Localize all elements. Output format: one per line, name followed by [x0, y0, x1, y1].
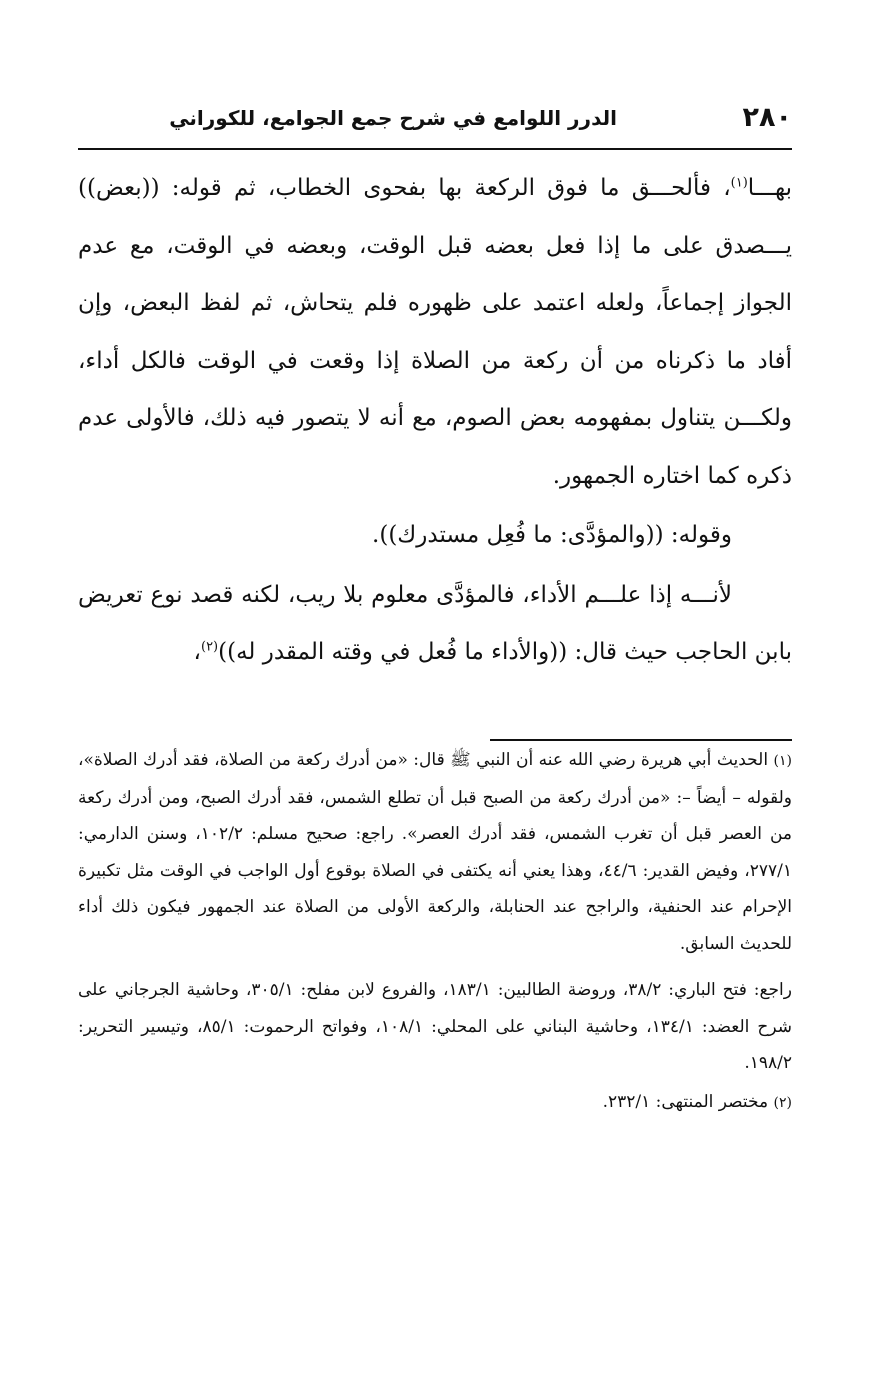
main-text — [78, 160, 792, 682]
footnote-ref-2: (٢) — [200, 639, 219, 655]
paragraph-1-body: ، فألحـــق ما فوق الركعة بها بفحوى الخطاب، ثم قوله: ((بعض)) يـــصدق على ما إذا فعل بعضه قبل الوقت، وبعضه في الوقت، مع عدم الجواز إجماعاً، ولعله اعتمد على ظهوره فلم يتحاش، ثم لفظ البعض، وإن أفاد ما ذكرناه من أن ركعة من الصلاة إذا وقعت في الوقت فالكل أداء، ولكـــن يتناول بمفهومه بعض الصوم، مع أنه لا يتصور فيه ذلك، فالأولى عدم ذكره كما اختاره الجمهور. — [78, 175, 792, 489]
footnote-1-marker: (١) — [773, 753, 792, 769]
page-number: ٢٨٠ — [742, 102, 792, 133]
footnote-1-text: الحديث أبي هريرة رضي الله عنه أن النبي ﷺ قال: «من أدرك ركعة من الصلاة، فقد أدرك الصلاة»، ولقوله – أيضاً –: «من أدرك ركعة من الصبح قبل أن تطلع الشمس، فقد أدرك الصبح، ومن أدرك ركعة من العصر قبل أن تغرب الشمس، فقد أدرك العصر». راجع: صحيح مسلم: ١٠٢/٢، وسنن الدارمي: ٢٧٧/١، وفيض القدير: ٤٤/٦، وهذا يعني أنه يكتفى في الصلاة بوقوع أول الواجب في الوقت مثل تكبيرة الإحرام عند الحنفية، والراجح عند الحنابلة، والركعة الأولى من الصلاة عند الجمهور فيكون ذلك أداء للحديث السابق. — [78, 750, 792, 954]
paragraph-1 — [78, 160, 792, 505]
footnote-1-references: راجع: فتح الباري: ٣٨/٢، وروضة الطالبين: ١٨٣/١، والفروع لابن مفلح: ٣٠٥/١، وحاشية الجرجاني على شرح العضد: ١٣٤/١، وحاشية البناني على المحلي: ١٠٨/١، وفواتح الرحموت: ٨٥/١، وتيسير التحرير: ١٩٨/٢. — [78, 980, 792, 1073]
paragraph-3 — [78, 567, 792, 682]
page-header — [78, 100, 792, 136]
paragraph-2: وقوله: ((والمؤدَّى: ما فُعِل مستدرك)). — [372, 522, 732, 548]
footnotes — [78, 742, 792, 1121]
footnote-2 — [78, 1084, 792, 1122]
footnote-2-marker: (٢) — [773, 1094, 792, 1111]
header-rule — [78, 148, 792, 150]
footnote-ref-1: (١) — [730, 175, 748, 191]
paragraph-3-end: ، — [193, 639, 201, 665]
running-title: الدرر اللوامع في شرح جمع الجوامع، للكوراني — [169, 106, 617, 130]
paragraph-3-body: لأنـــه إذا علـــم الأداء، فالمؤدَّى معلوم بلا ريب، لكنه قصد نوع تعريض بابن الحاجب حيث قال: ((والأداء ما فُعل في وقته المقدر له)) — [78, 581, 792, 665]
footnote-1 — [78, 742, 792, 962]
paragraph-1-start: بهـــا — [747, 175, 792, 201]
footnote-2-text: مختصر المنتهى: ٢٣٢/١. — [602, 1091, 769, 1112]
footnote-separator — [490, 739, 792, 741]
